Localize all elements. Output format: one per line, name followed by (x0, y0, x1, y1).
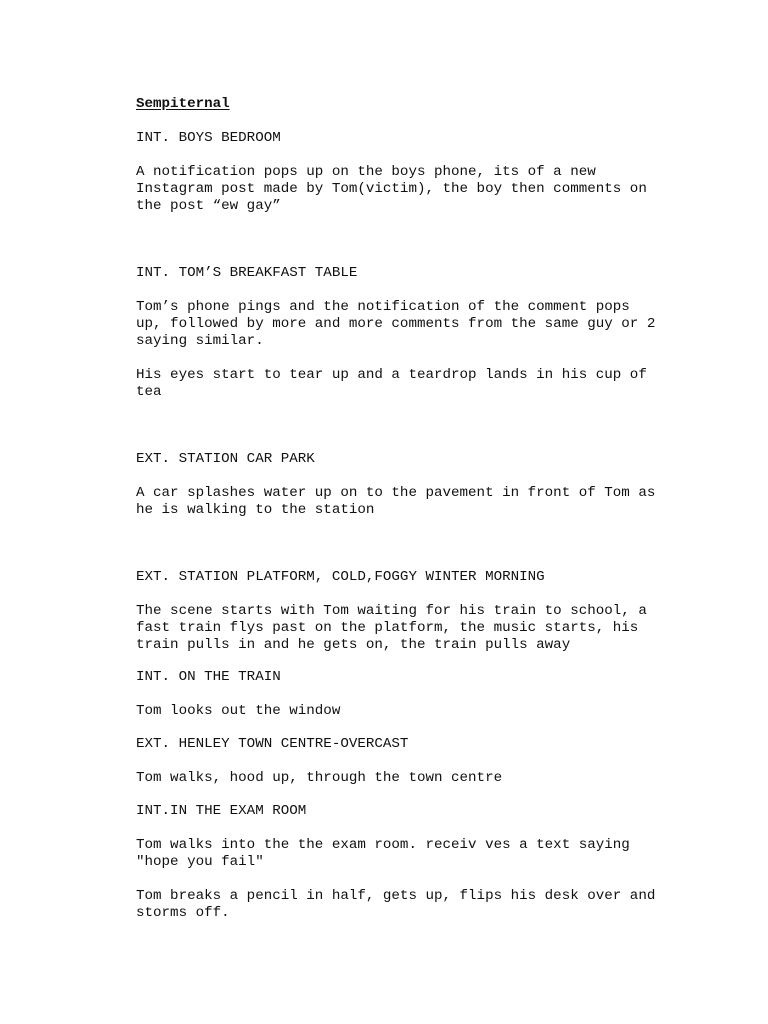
action-line: fast train flys past on the platform, the music starts, his (136, 620, 639, 636)
action-line: Tom walks, hood up, through the town centre (136, 770, 503, 786)
action-line: saying similar. (136, 333, 264, 349)
action-line: A notification pops up on the boys phone, its of a new (136, 164, 596, 180)
action-line: he is walking to the station (136, 502, 375, 518)
action-line: A car splashes water up on to the pavement in front of Tom as (136, 485, 656, 501)
scene-heading-station-platform: EXT. STATION PLATFORM, COLD,FOGGY WINTER MORNING (136, 569, 545, 585)
action-line: tea (136, 384, 162, 400)
action-line: His eyes start to tear up and a teardrop lands in his cup of (136, 367, 647, 383)
action-line: Instagram post made by Tom(victim), the boy then comments on (136, 181, 647, 197)
action-line: Tom walks into the the exam room. receiv ves a text saying (136, 837, 630, 853)
scene-heading-breakfast-table: INT. TOM’S BREAKFAST TABLE (136, 265, 358, 281)
script-title: Sempiternal (136, 96, 230, 112)
action-line: storms off. (136, 905, 230, 921)
scene-heading-station-car-park: EXT. STATION CAR PARK (136, 451, 315, 467)
action-line: Tom’s phone pings and the notification of the comment pops (136, 299, 630, 315)
action-line: the post “ew gay” (136, 198, 281, 214)
action-line: "hope you fail" (136, 854, 264, 870)
scene-heading-town-centre: EXT. HENLEY TOWN CENTRE-OVERCAST (136, 736, 409, 752)
scene-heading-exam-room: INT.IN THE EXAM ROOM (136, 803, 307, 819)
scene-heading-on-the-train: INT. ON THE TRAIN (136, 669, 281, 685)
scene-heading-boys-bedroom: INT. BOYS BEDROOM (136, 130, 281, 146)
action-line: up, followed by more and more comments from the same guy or 2 (136, 316, 656, 332)
action-line: Tom breaks a pencil in half, gets up, flips his desk over and (136, 888, 656, 904)
action-line: The scene starts with Tom waiting for his train to school, a (136, 603, 647, 619)
action-line: train pulls in and he gets on, the train pulls away (136, 637, 571, 653)
action-line: Tom looks out the window (136, 703, 341, 719)
